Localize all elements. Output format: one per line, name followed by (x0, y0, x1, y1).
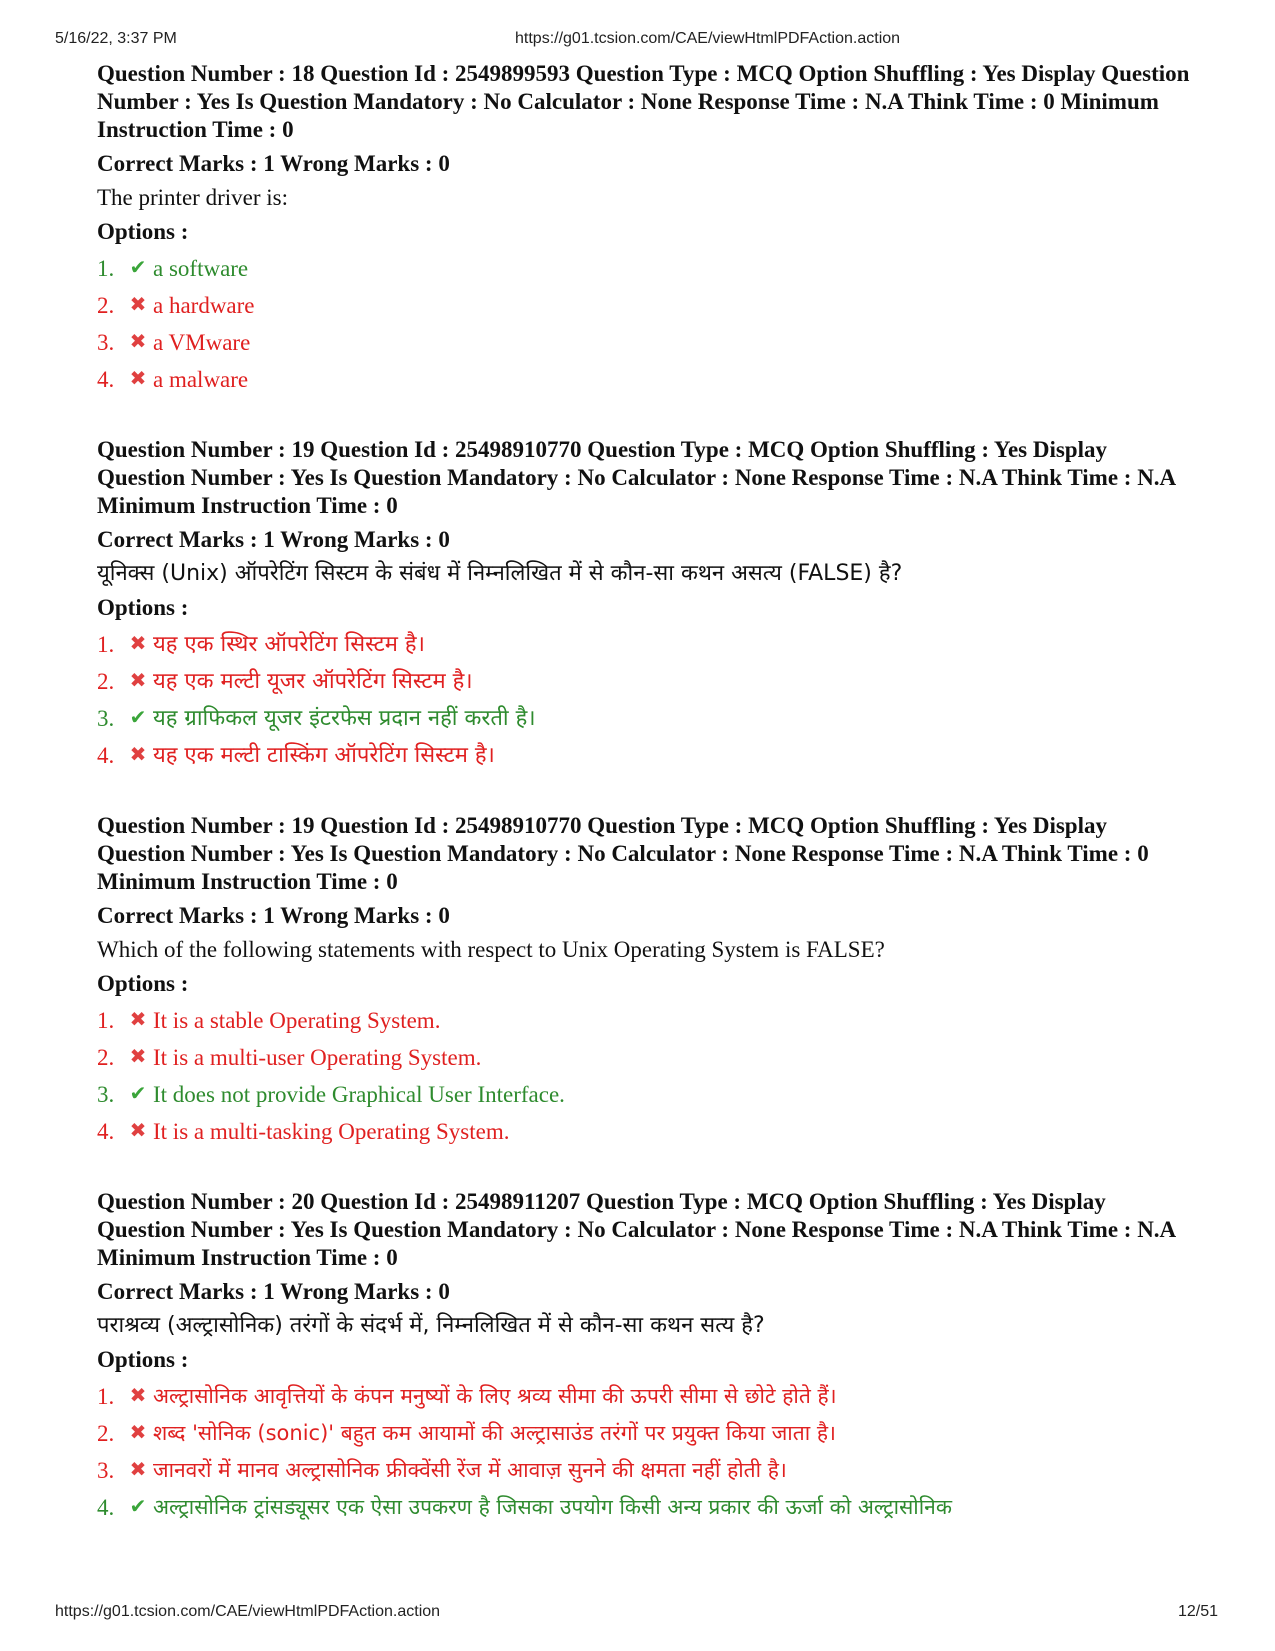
option-number: 3. (97, 1082, 115, 1107)
option-text: It is a stable Operating System. (153, 1008, 441, 1033)
cross-icon: ✖ (129, 368, 147, 390)
option-text: यह एक मल्टी यूजर ऑपरेटिंग सिस्टम है। (153, 669, 473, 694)
option-number: 1. (97, 632, 115, 657)
option-number: 1. (97, 1008, 115, 1033)
check-icon: ✔ (129, 707, 147, 729)
option-text: अल्ट्रासोनिक ट्रांसड्यूसर एक ऐसा उपकरण है जिसका उपयोग किसी अन्य प्रकार की ऊर्जा को अल्ट्रासोनिक (153, 1495, 952, 1519)
question-text: पराश्रव्य (अल्ट्रासोनिक) तरंगों के संदर्भ में, निम्नलिखित में से कौन-सा कथन सत्य है? (97, 1313, 765, 1338)
option-item (97, 663, 1197, 700)
option-number: 1. (97, 1384, 115, 1409)
option-item (97, 1415, 1197, 1452)
option-text: a software (153, 256, 249, 281)
question-meta: Question Number : 19 Question Id : 25498910770 Question Type : MCQ Option Shuffling : Yes Display Question Number : Yes Is Question Mandatory : No Calculator : None Response Time : N.A Think Time : 0 Minimum Instruction Time : 0 (97, 813, 1149, 894)
cross-icon: ✖ (129, 1422, 147, 1444)
option-item (97, 1002, 1197, 1039)
option-item (97, 361, 1197, 398)
question-marks: Correct Marks : 1 Wrong Marks : 0 (97, 527, 450, 552)
cross-icon: ✖ (129, 633, 147, 655)
cross-icon: ✖ (129, 670, 147, 692)
question-meta: Question Number : 20 Question Id : 25498911207 Question Type : MCQ Option Shuffling : Yes Display Question Number : Yes Is Question Mandatory : No Calculator : None Response Time : N.A Think Time : N.A Minimum Instruction Time : 0 (97, 1189, 1175, 1270)
option-number: 2. (97, 669, 115, 694)
options-label: Options : (97, 219, 189, 244)
option-number: 3. (97, 706, 115, 731)
option-item (97, 1452, 1197, 1489)
option-number: 4. (97, 1495, 115, 1520)
option-text: It is a multi-user Operating System. (153, 1045, 482, 1070)
question-marks: Correct Marks : 1 Wrong Marks : 0 (97, 903, 450, 928)
option-number: 2. (97, 1421, 115, 1446)
question-meta: Question Number : 18 Question Id : 2549899593 Question Type : MCQ Option Shuffling : Yes Display Question Number : Yes Is Question Mandatory : No Calculator : None Response Time : N.A Think Time : 0 Minimum Instruction Time : 0 (97, 61, 1190, 142)
option-text: यह एक मल्टी टास्किंग ऑपरेटिंग सिस्टम है। (153, 743, 495, 768)
option-text: शब्द 'सोनिक (sonic)' बहुत कम आयामों की अल्ट्रासाउंड तरंगों पर प्रयुक्त किया जाता है। (153, 1421, 836, 1445)
cross-icon: ✖ (129, 744, 147, 766)
option-number: 4. (97, 1119, 115, 1144)
cross-icon: ✖ (129, 1459, 147, 1481)
header-datetime: 5/16/22, 3:37 PM (55, 30, 177, 47)
option-item (97, 1039, 1197, 1076)
option-item (97, 700, 1197, 737)
option-text: a VMware (153, 330, 251, 355)
option-text: a hardware (153, 293, 255, 318)
question-block (97, 60, 1197, 398)
question-text: Which of the following statements with respect to Unix Operating System is FALSE? (97, 937, 885, 962)
question-marks: Correct Marks : 1 Wrong Marks : 0 (97, 151, 450, 176)
check-icon: ✔ (129, 1083, 147, 1105)
option-number: 4. (97, 743, 115, 768)
footer-url: https://g01.tcsion.com/CAE/viewHtmlPDFAction.action (55, 1603, 441, 1620)
option-item (97, 737, 1197, 774)
check-icon: ✔ (129, 257, 147, 279)
page-number: 12/51 (1178, 1603, 1219, 1620)
option-number: 3. (97, 330, 115, 355)
option-text: a malware (153, 367, 249, 392)
header-url: https://g01.tcsion.com/CAE/viewHtmlPDFAction.action (515, 30, 901, 47)
options-label: Options : (97, 971, 189, 996)
question-list (97, 60, 1197, 1564)
option-item (97, 626, 1197, 663)
option-item (97, 1378, 1197, 1415)
cross-icon: ✖ (129, 294, 147, 316)
option-item (97, 1489, 1197, 1526)
option-text: जानवरों में मानव अल्ट्रासोनिक फ्रीक्वेंसी रेंज में आवाज़ सुनने की क्षमता नहीं होती है। (153, 1458, 787, 1482)
cross-icon: ✖ (129, 1046, 147, 1068)
option-number: 1. (97, 256, 115, 281)
cross-icon: ✖ (129, 331, 147, 353)
option-item (97, 1113, 1197, 1150)
options-label: Options : (97, 595, 189, 620)
option-text: It is a multi-tasking Operating System. (153, 1119, 510, 1144)
option-item (97, 250, 1197, 287)
cross-icon: ✖ (129, 1009, 147, 1031)
option-text: यह ग्राफिकल यूजर इंटरफेस प्रदान नहीं करती है। (153, 706, 536, 731)
question-block (97, 436, 1197, 774)
option-item (97, 324, 1197, 361)
option-number: 2. (97, 293, 115, 318)
option-text: यह एक स्थिर ऑपरेटिंग सिस्टम है। (153, 632, 425, 657)
option-item (97, 1076, 1197, 1113)
question-text: The printer driver is: (97, 185, 288, 210)
option-number: 4. (97, 367, 115, 392)
question-marks: Correct Marks : 1 Wrong Marks : 0 (97, 1279, 450, 1304)
cross-icon: ✖ (129, 1385, 147, 1407)
option-item (97, 287, 1197, 324)
check-icon: ✔ (129, 1496, 147, 1518)
question-block (97, 1188, 1197, 1526)
cross-icon: ✖ (129, 1120, 147, 1142)
question-meta: Question Number : 19 Question Id : 25498910770 Question Type : MCQ Option Shuffling : Yes Display Question Number : Yes Is Question Mandatory : No Calculator : None Response Time : N.A Think Time : N.A Minimum Instruction Time : 0 (97, 437, 1175, 518)
question-text: यूनिक्स (Unix) ऑपरेटिंग सिस्टम के संबंध में निम्नलिखित में से कौन-सा कथन असत्य (FALSE) है? (97, 561, 903, 586)
options-label: Options : (97, 1347, 189, 1372)
option-text: अल्ट्रासोनिक आवृत्तियों के कंपन मनुष्यों के लिए श्रव्य सीमा की ऊपरी सीमा से छोटे होते हैं। (153, 1384, 837, 1408)
question-block (97, 812, 1197, 1150)
option-text: It does not provide Graphical User Interface. (153, 1082, 565, 1107)
option-number: 2. (97, 1045, 115, 1070)
option-number: 3. (97, 1458, 115, 1483)
